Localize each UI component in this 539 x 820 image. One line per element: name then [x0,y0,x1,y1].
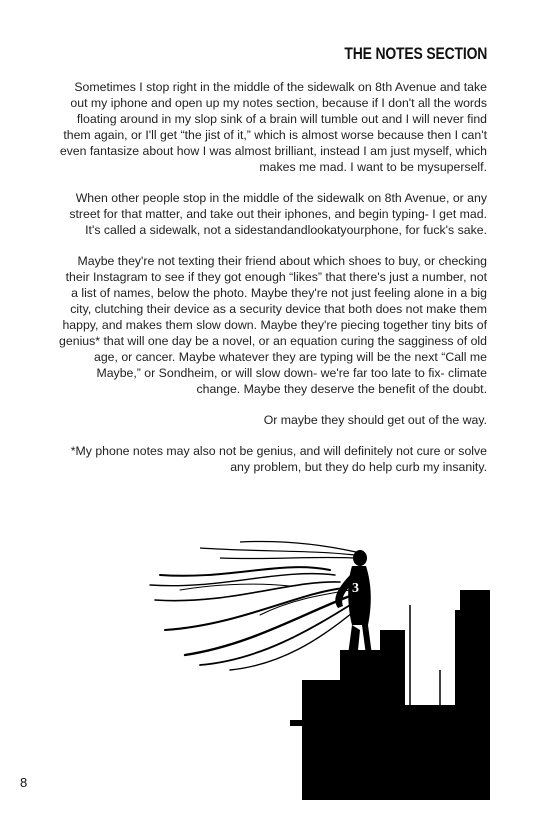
hair [200,541,356,558]
skyline-buildings [302,590,490,800]
svg-text:3: 3 [352,581,359,596]
cape [150,567,358,670]
paragraph-3: Maybe they're not texting their friend about which shoes to buy, or checking their Instagram to see if they got enough “likes” that there's just a number, not a list of names, below the photo. Maybe they're not just feeling alone in a big city, clutching their device as a security device that both does not make them happy, and makes them slow down. Maybe they're piecing together tiny bits of genius* that will one day be a novel, or an equation curing the sagginess of old age, or cancer. Maybe whatever they are typing will be the next “Call me Maybe,” or Sondheim, or will slow down- we're far too late to fix- climate change. Maybe they deserve the benefit of the doubt. [59,254,487,396]
page-title: THE NOTES SECTION [344,44,487,63]
body-text [56,79,487,490]
paragraph-2: When other people stop in the middle of the sidewalk on 8th Avenue, or any street for that matter, and take out their iphones, and begin typing- I get mad. It's called a sidewalk, not a sidestandandlookatyourphone, for fuck's sake. [69,191,487,237]
footnote: *My phone notes may also not be genius, and will definitely not cure or solve any problem, but they do help curb my insanity. [70,444,487,474]
paragraph-4: Or maybe they should get out of the way. [263,413,487,427]
superhero-rooftop-illustration [140,530,490,800]
paragraph-1: Sometimes I stop right in the middle of the sidewalk on 8th Avenue and take out my iphone and open up my notes section, because if I don't all the words floating around in my slop sink of a brain will tumble out and I will never find them again, or I'll get “the jist of it,” which is almost worse because then I can't even fantasize about how I was almost brilliant, instead I am just myself, which makes me mad. I want to be mysuperself. [59,80,487,174]
page-number: 8 [20,775,28,790]
